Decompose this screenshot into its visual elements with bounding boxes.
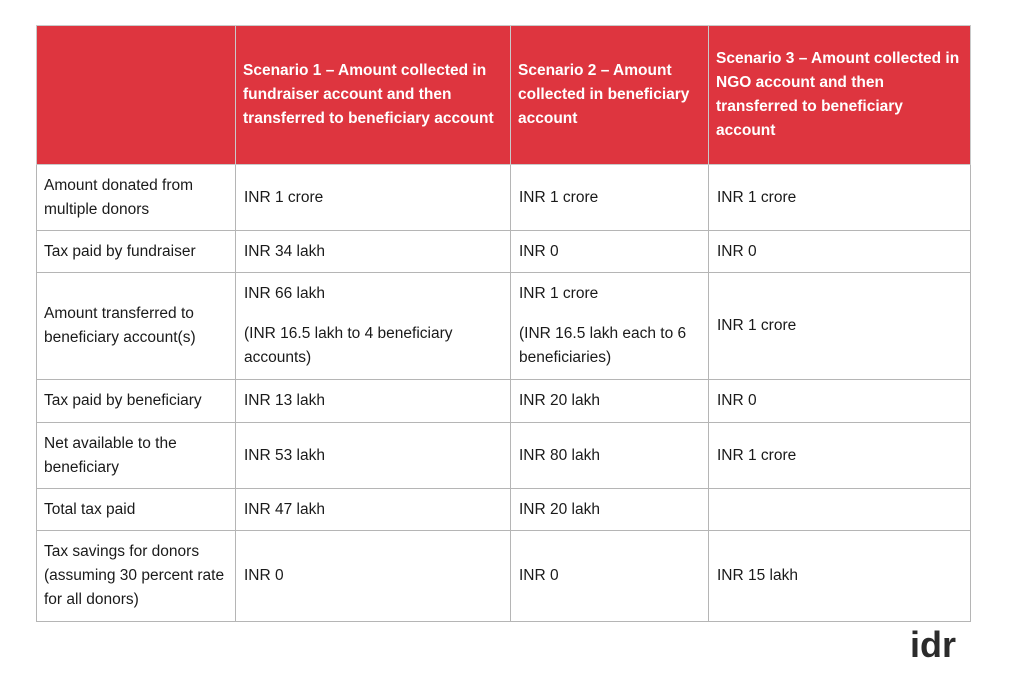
scenario-comparison-table <box>36 25 971 622</box>
scenario-2-cell: INR 80 lakh <box>511 423 709 489</box>
header-empty-cell <box>37 26 236 165</box>
scenario-1-cell: INR 53 lakh <box>236 423 511 489</box>
scenario-2-cell: INR 0 <box>511 531 709 622</box>
scenario-3-cell <box>709 489 971 531</box>
table-header-row <box>37 26 971 165</box>
table-row <box>37 231 971 273</box>
cell-note: (INR 16.5 lakh to 4 beneficiary accounts) <box>244 325 453 366</box>
scenario-2-cell: INR 1 crore <box>511 165 709 231</box>
scenario-2-cell: INR 0 <box>511 231 709 273</box>
scenario-3-cell: INR 1 crore <box>709 165 971 231</box>
table-row <box>37 531 971 622</box>
scenario-3-cell: INR 1 crore <box>709 423 971 489</box>
scenario-1-cell <box>236 273 511 380</box>
row-label: Amount donated from multiple donors <box>37 165 236 231</box>
row-label: Tax savings for donors (assuming 30 percent rate for all donors) <box>37 531 236 622</box>
scenario-1-cell: INR 47 lakh <box>236 489 511 531</box>
row-label: Total tax paid <box>37 489 236 531</box>
header-scenario-2: Scenario 2 – Amount collected in beneficiary account <box>511 26 709 165</box>
scenario-1-cell: INR 1 crore <box>236 165 511 231</box>
scenario-2-cell <box>511 273 709 380</box>
scenario-2-cell: INR 20 lakh <box>511 380 709 423</box>
row-label: Net available to the beneficiary <box>37 423 236 489</box>
table-row <box>37 165 971 231</box>
row-label: Tax paid by fundraiser <box>37 231 236 273</box>
scenario-3-cell: INR 15 lakh <box>709 531 971 622</box>
table-row <box>37 273 971 380</box>
row-label: Amount transferred to beneficiary account(s) <box>37 273 236 380</box>
table-row <box>37 423 971 489</box>
scenario-3-cell: INR 0 <box>709 231 971 273</box>
cell-main-value: INR 1 crore <box>519 285 599 302</box>
scenario-1-cell: INR 0 <box>236 531 511 622</box>
header-scenario-3: Scenario 3 – Amount collected in NGO account and then transferred to beneficiary account <box>709 26 971 165</box>
idr-logo: idr <box>909 624 956 665</box>
header-scenario-1: Scenario 1 – Amount collected in fundraiser account and then transferred to beneficiary account <box>236 26 511 165</box>
row-label: Tax paid by beneficiary <box>37 380 236 423</box>
scenario-3-cell: INR 1 crore <box>709 273 971 380</box>
cell-note: (INR 16.5 lakh each to 6 beneficiaries) <box>519 325 687 366</box>
scenario-1-cell: INR 13 lakh <box>236 380 511 423</box>
scenario-2-cell: INR 20 lakh <box>511 489 709 531</box>
scenario-1-cell: INR 34 lakh <box>236 231 511 273</box>
table-row <box>37 489 971 531</box>
scenario-3-cell: INR 0 <box>709 380 971 423</box>
table-row <box>37 380 971 423</box>
cell-main-value: INR 66 lakh <box>244 285 325 302</box>
